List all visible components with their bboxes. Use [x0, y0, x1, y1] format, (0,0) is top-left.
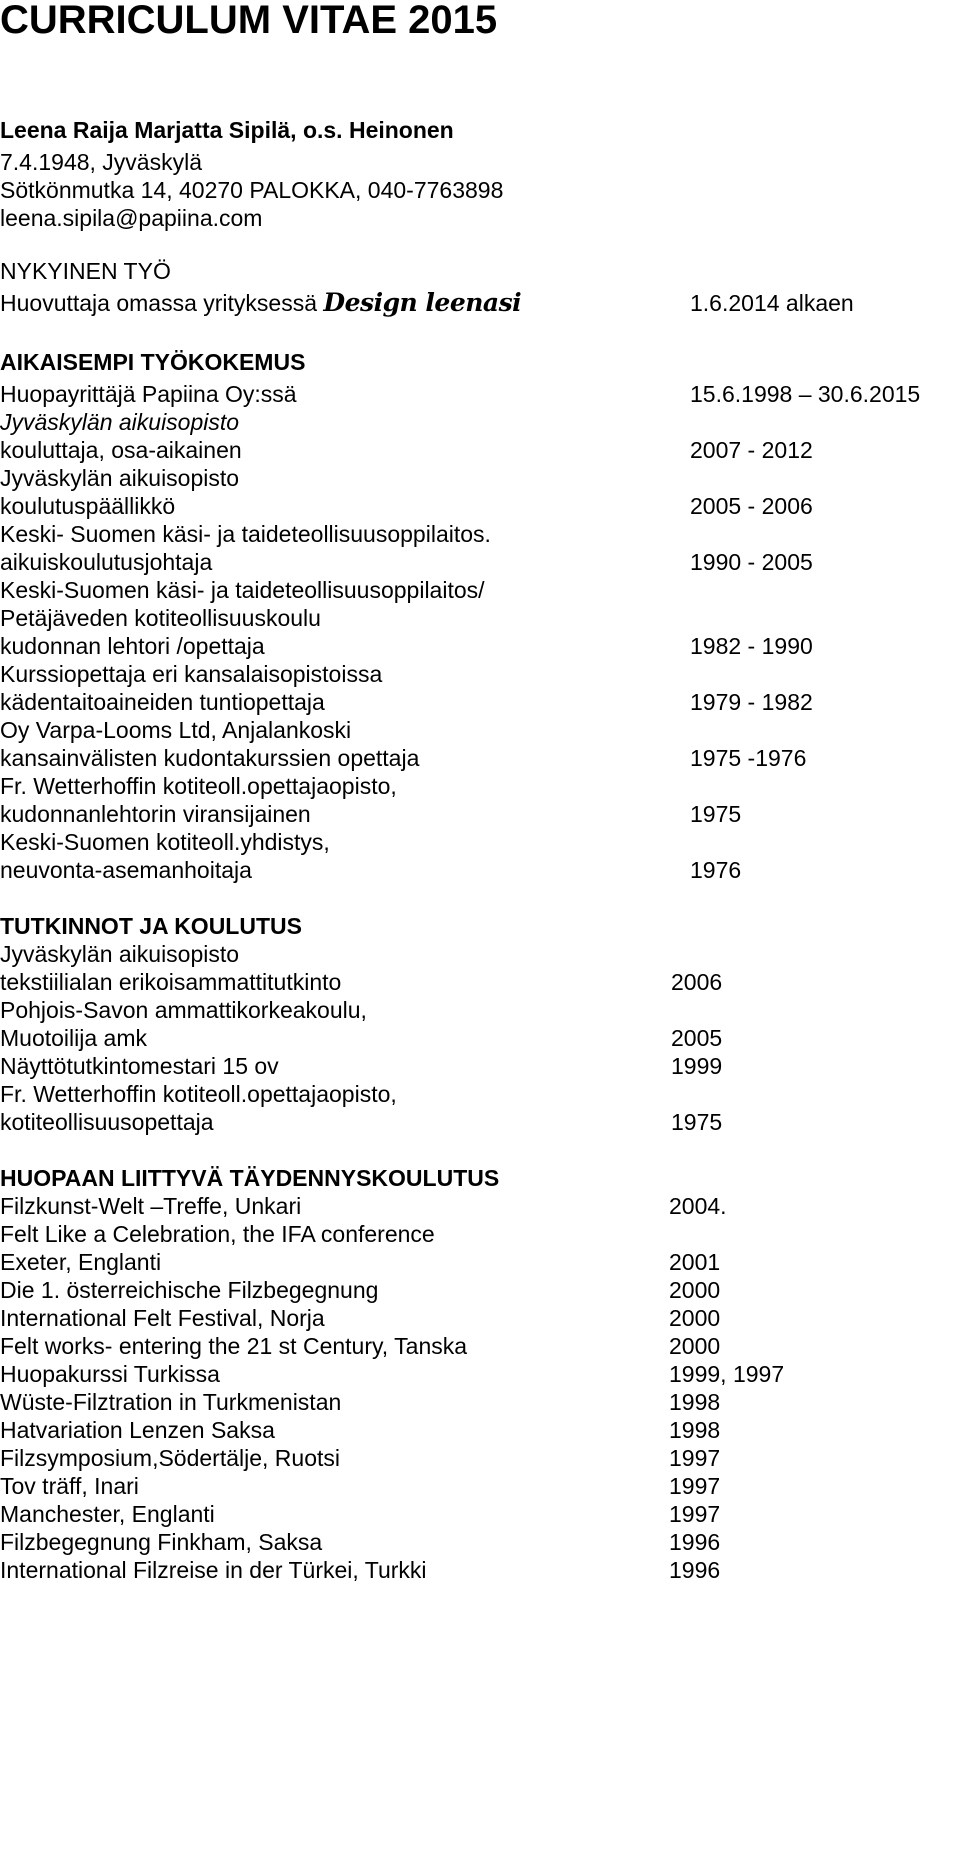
- training-entry-text: Exeter, Englanti: [0, 1249, 162, 1275]
- training-entry-text: Wüste-Filztration in Turkmenistan: [0, 1389, 342, 1415]
- email: leena.sipila@papiina.com: [0, 205, 263, 231]
- training-entry-text: Hatvariation Lenzen Saksa: [0, 1417, 275, 1443]
- training-entry-text: Tov träff, Inari: [0, 1473, 139, 1499]
- work-entry-text: Kurssiopettaja eri kansalaisopistoissa: [0, 661, 383, 687]
- document-title: CURRICULUM VITAE 2015: [0, 0, 498, 42]
- education-entry-date: 2005: [671, 1025, 723, 1051]
- work-entry-text: Keski-Suomen kotiteoll.yhdistys,: [0, 829, 330, 855]
- training-entry-date: 2000: [669, 1277, 721, 1303]
- work-entry-text: kädentaitoaineiden tuntiopettaja: [0, 689, 325, 715]
- training-entry-text: Die 1. österreichische Filzbegegnung: [0, 1277, 379, 1303]
- training-entry-date: 2001: [669, 1249, 721, 1275]
- training-entry-date: 1996: [669, 1529, 721, 1555]
- training-entry-text: Filzkunst-Welt –Treffe, Unkari: [0, 1193, 302, 1219]
- training-entry-date: 1998: [669, 1417, 721, 1443]
- training-entry-date: 1996: [669, 1557, 721, 1583]
- design-leenasi-logo: Design leenasi: [323, 288, 522, 317]
- work-entry-date: 1982 - 1990: [690, 633, 813, 659]
- work-entry-text: Huopayrittäjä Papiina Oy:ssä: [0, 381, 297, 407]
- work-entry-text: Oy Varpa-Looms Ltd, Anjalankoski: [0, 717, 352, 743]
- work-entry-text: Jyväskylän aikuisopisto: [0, 409, 240, 435]
- training-entry-text: Felt Like a Celebration, the IFA conference: [0, 1221, 435, 1247]
- training-entry-date: 1998: [669, 1389, 721, 1415]
- person-name: Leena Raija Marjatta Sipilä, o.s. Heinonen: [0, 117, 454, 143]
- work-entry-text: koulutuspäällikkö: [0, 493, 176, 519]
- work-entry-text: Jyväskylän aikuisopisto: [0, 465, 240, 491]
- work-entry-date: 1976: [690, 857, 742, 883]
- work-entry-text: Keski- Suomen käsi- ja taideteollisuusoppilaitos.: [0, 521, 491, 547]
- training-entry-date: 1997: [669, 1445, 721, 1471]
- work-entry-text: Petäjäveden kotiteollisuuskoulu: [0, 605, 321, 631]
- training-entry-text: Filzsymposium,Södertälje, Ruotsi: [0, 1445, 341, 1471]
- education-entry-text: kotiteollisuusopettaja: [0, 1109, 214, 1135]
- education-entry-date: 2006: [671, 969, 723, 995]
- current-work-text: Huovuttaja omassa yrityksessä: [0, 290, 318, 316]
- training-entry-text: Huopakurssi Turkissa: [0, 1361, 220, 1387]
- current-work-heading: NYKYINEN TYÖ: [0, 258, 171, 284]
- education-entry-date: 1975: [671, 1109, 723, 1135]
- training-heading: HUOPAAN LIITTYVÄ TÄYDENNYSKOULUTUS: [0, 1165, 500, 1191]
- education-entry-text: Muotoilija amk: [0, 1025, 147, 1051]
- address: Sötkönmutka 14, 40270 PALOKKA, 040-7763898: [0, 177, 504, 203]
- training-entry-date: 2000: [669, 1333, 721, 1359]
- training-entry-text: Felt works- entering the 21 st Century, Tanska: [0, 1333, 468, 1359]
- work-entry-text: Keski-Suomen käsi- ja taideteollisuusoppilaitos/: [0, 577, 485, 603]
- birth-info: 7.4.1948, Jyväskylä: [0, 149, 203, 175]
- work-entry-text: Fr. Wetterhoffin kotiteoll.opettajaopisto,: [0, 773, 397, 799]
- training-entry-date: 1997: [669, 1501, 721, 1527]
- work-entry-date: 1990 - 2005: [690, 549, 813, 575]
- training-entry-date: 2004.: [669, 1193, 727, 1219]
- current-work-row: [0, 289, 521, 317]
- work-entry-text: kudonnan lehtori /opettaja: [0, 633, 265, 659]
- work-entry-text: kudonnanlehtorin viransijainen: [0, 801, 311, 827]
- training-entry-date: 1997: [669, 1473, 721, 1499]
- work-entry-text: neuvonta-asemanhoitaja: [0, 857, 252, 883]
- work-entry-text: aikuiskoulutusjohtaja: [0, 549, 213, 575]
- training-entry-text: International Filzreise in der Türkei, Turkki: [0, 1557, 427, 1583]
- education-entry-text: Näyttötutkintomestari 15 ov: [0, 1053, 279, 1079]
- work-entry-text: kansainvälisten kudontakurssien opettaja: [0, 745, 420, 771]
- work-entry-text: kouluttaja, osa-aikainen: [0, 437, 242, 463]
- current-work-date: 1.6.2014 alkaen: [690, 290, 854, 316]
- work-entry-date: 2005 - 2006: [690, 493, 813, 519]
- education-entry-date: 1999: [671, 1053, 723, 1079]
- training-entry-text: Filzbegegnung Finkham, Saksa: [0, 1529, 323, 1555]
- work-entry-date: 1975: [690, 801, 742, 827]
- work-entry-date: 15.6.1998 – 30.6.2015: [690, 381, 921, 407]
- training-entry-text: Manchester, Englanti: [0, 1501, 215, 1527]
- education-entry-text: Fr. Wetterhoffin kotiteoll.opettajaopisto,: [0, 1081, 397, 1107]
- training-entry-text: International Felt Festival, Norja: [0, 1305, 325, 1331]
- training-entry-date: 2000: [669, 1305, 721, 1331]
- education-entry-text: Pohjois-Savon ammattikorkeakoulu,: [0, 997, 367, 1023]
- training-entry-date: 1999, 1997: [669, 1361, 785, 1387]
- education-entry-text: tekstiilialan erikoisammattitutkinto: [0, 969, 342, 995]
- work-entry-date: 2007 - 2012: [690, 437, 813, 463]
- work-entry-date: 1979 - 1982: [690, 689, 813, 715]
- work-entry-date: 1975 -1976: [690, 745, 807, 771]
- education-heading: TUTKINNOT JA KOULUTUS: [0, 913, 302, 939]
- education-entry-text: Jyväskylän aikuisopisto: [0, 941, 240, 967]
- previous-work-heading: AIKAISEMPI TYÖKOKEMUS: [0, 349, 306, 375]
